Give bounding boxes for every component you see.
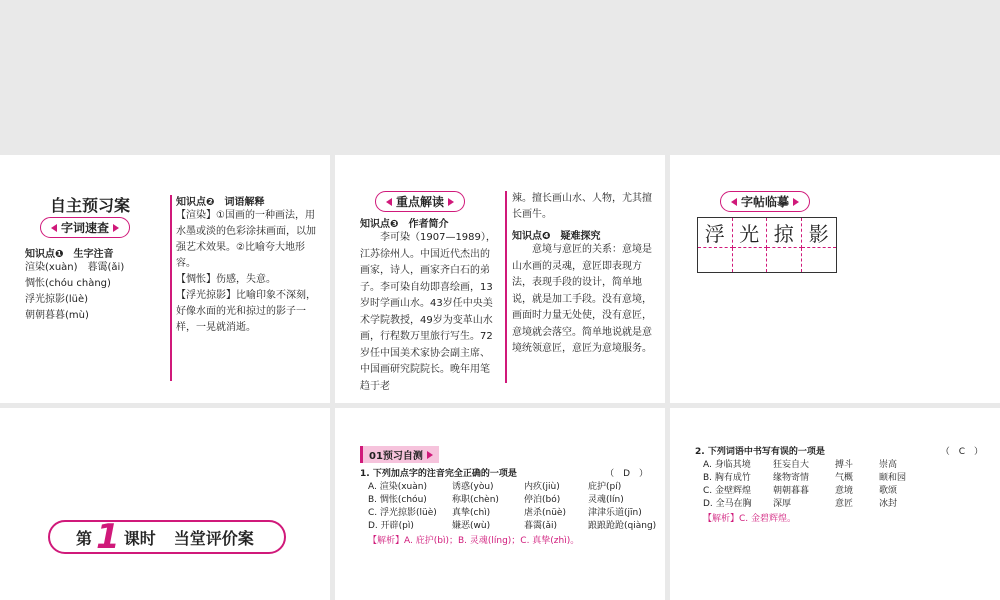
ribbon-label: 字帖临摹 [741,195,790,209]
option-cell: 意匠 [835,499,854,510]
lesson-label: 当堂评价案 [173,528,254,548]
kp3-continuation: 辣。擅长画山水、人物，尤其擅长画牛。 [512,193,652,220]
kp1-title: 知识点❶ 生字注音 [25,249,114,260]
quiz-header-label: 01预习自测 [369,451,423,462]
slide-copybook [670,155,1000,403]
option-row [703,485,995,498]
option-cell: 诱惑(yòu) [452,482,494,492]
question-2-text: 2. 下列词语中书写有误的一项是 [695,447,825,457]
lesson-banner [48,517,286,557]
header-arrow-icon [427,451,433,459]
option-cell: 踉踉跄跄(qiàng) [588,521,657,532]
option-cell: 颐和园 [879,473,907,484]
option-row [368,520,660,533]
option-row [368,494,660,507]
kp4-section [512,191,652,358]
option-cell: 搏斗 [835,460,854,470]
option-cell: 内疚(jiù) [524,482,560,492]
grid-blank-cell [767,248,802,272]
kp4-title: 知识点❹ 疑难探究 [512,231,601,242]
option-cell: 气概 [835,473,854,484]
option-cell: 崇高 [879,460,898,470]
grid-char: 影 [802,218,837,248]
ribbon-left-arrow-icon [386,198,392,206]
ribbon-label: 字词速查 [61,221,110,235]
kp4-text: 意境与意匠的关系：意境是山水画的灵魂，意匠即表现方法，表现手段的设计，简单地说，就是加工手段。没有意境，画面时力量无处使，没有意匠，意境就会落空。简单地说就是意境统领意匠，意匠为意境服务。 [512,244,652,354]
question-1 [360,466,660,546]
divider [170,195,172,381]
grid-blank-cell [733,248,768,272]
slide-key-points [335,155,665,403]
option-cell: 深厚 [773,499,792,510]
option-row [703,459,995,472]
option-cell: A. 身临其境 [703,460,751,470]
option-cell: D. 开辟(pì) [368,521,414,532]
kp3-title: 知识点❸ 作者简介 [360,219,449,230]
divider [505,191,507,383]
option-row [368,481,660,494]
ribbon-vocab [40,217,130,238]
lesson-prefix: 第 [76,528,93,548]
kp1-item: 朝朝暮暮(mù) [25,310,89,321]
kp1-item: 惆怅(chóu chàng) [25,278,111,289]
grid-blank-cell [802,248,837,272]
option-cell: 缘物寄情 [773,473,810,484]
slide-preview [0,155,330,403]
option-cell: C. 金壁辉煌 [703,486,752,497]
kp1-section [25,241,165,324]
option-cell: B. 胸有成竹 [703,473,751,484]
lesson-number: 1 [96,517,120,557]
grid-char: 浮 [698,218,733,248]
option-cell: B. 惆怅(chóu) [368,495,427,506]
slide1-title: 自主预习案 [50,196,131,215]
question-1-answer: （ D ） [605,469,648,479]
grid-blank-cell [698,248,733,272]
ribbon-label: 重点解读 [396,195,445,209]
kp3-section [360,211,498,395]
option-row [703,498,995,511]
option-cell: D. 全马在胸 [703,499,752,510]
question-1-analysis: 【解析】A. 庇护(bì)；B. 灵魂(líng)；C. 真挚(zhì)。 [368,536,580,547]
option-cell: A. 渲染(xuàn) [368,482,427,492]
option-cell: 虐杀(nüè) [524,508,566,519]
question-2-analysis: 【解析】C. 金碧辉煌。 [703,514,797,525]
ribbon-key [375,191,465,212]
ribbon-left-arrow-icon [731,198,737,206]
grid-char: 掠 [767,218,802,248]
option-cell: 津津乐道(jīn) [588,508,642,519]
slide-quiz-2 [670,408,1000,600]
ribbon-copybook [720,191,810,212]
kp2-section [176,189,322,336]
question-2-answer: （ C ） [940,447,983,457]
ribbon-right-arrow-icon [113,224,119,232]
kp1-item: 浮光掠影(lüè) [25,294,89,305]
ribbon-right-arrow-icon [793,198,799,206]
kp1-item: 渲染(xuàn) 暮霭(ǎi) [25,262,125,273]
option-cell: 意境 [835,486,854,497]
option-cell: 真挚(chì) [452,508,491,519]
copybook-grid [697,217,837,273]
slide-quiz-1 [335,408,665,600]
option-cell: C. 浮光掠影(lüè) [368,508,437,519]
kp3-text: 李可染（1907—1989），江苏徐州人。中国近代杰出的画家，诗人，画家齐白石的弟子。李可染自幼即喜绘画，13岁时学画山水。43岁任中央美术学院教授，49岁为变革山水画，行程数万里旅行写生。72岁任中国美术家协会副主席、中国画研究院院长。晚年用笔趋于老 [360,232,496,392]
option-cell: 朝朝暮暮 [773,486,810,497]
option-row [368,507,660,520]
option-cell: 歌颂 [879,486,898,497]
question-1-text: 1. 下列加点字的注音完全正确的一项是 [360,469,517,479]
option-cell: 停泊(bó) [524,495,561,506]
option-row [703,472,995,485]
option-cell: 嫌恶(wù) [452,521,491,532]
slide-lesson-title [0,408,330,600]
option-cell: 庇护(pí) [588,482,622,492]
option-cell: 冰封 [879,499,898,510]
quiz-header [360,446,439,463]
ribbon-left-arrow-icon [51,224,57,232]
lesson-mid: 课时 [123,528,156,548]
grid-char: 光 [733,218,768,248]
question-2 [695,444,995,524]
kp2-line: 【浮光掠影】比喻印象不深刻，好像水面的光和掠过的影子一样，一晃就消逝。 [176,290,316,333]
option-cell: 狂妄自大 [773,460,810,470]
kp2-line: 【渲染】①国画的一种画法，用水墨或淡的色彩涂抹画面，以加强艺术效果。②比喻夸大地形容。 [176,210,316,269]
kp2-title: 知识点❷ 词语解释 [176,197,265,208]
option-cell: 暮霭(ǎi) [524,521,558,532]
kp2-line: 【惆怅】伤感，失意。 [176,274,276,285]
ribbon-right-arrow-icon [448,198,454,206]
option-cell: 称职(chèn) [452,495,499,506]
option-cell: 灵魂(lín) [588,495,624,506]
